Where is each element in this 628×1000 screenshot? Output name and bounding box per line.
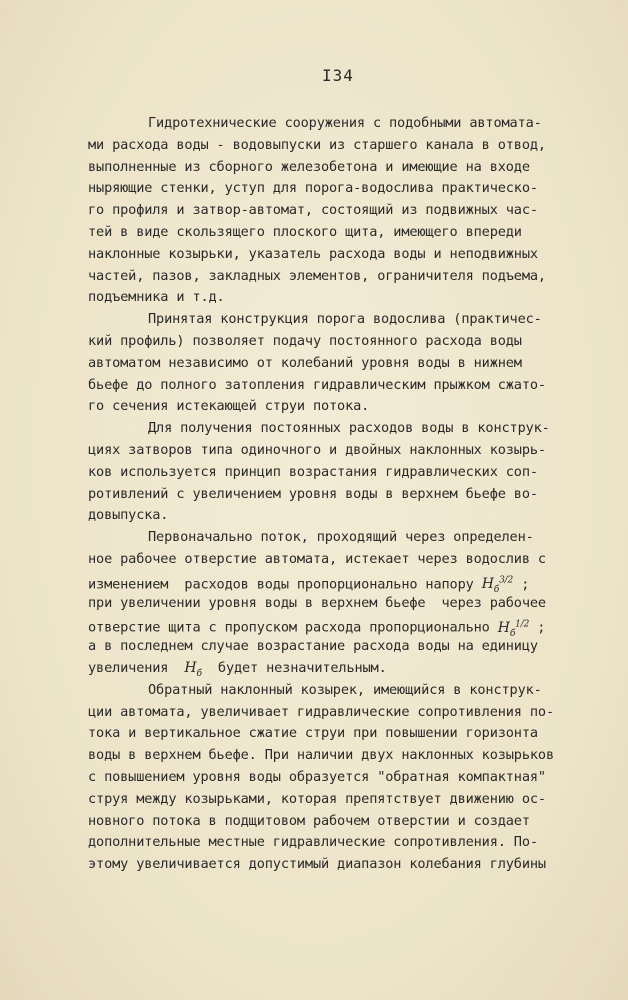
text-line: при увеличении уровня воды в верхнем бьефе через рабочее bbox=[88, 594, 546, 611]
text-line: довыпуска. bbox=[88, 507, 169, 524]
text-segment: увеличения bbox=[88, 659, 169, 676]
text-line: ное рабочее отверстие автомата, истекает через водослив с bbox=[88, 550, 546, 567]
text-line: ротивлений с увеличением уровня воды в верхнем бьефе во- bbox=[88, 485, 538, 502]
text-line: тей в виде скользящего плоского щита, имеющего впереди bbox=[88, 223, 522, 240]
text-line: дополнительные местные гидравлические сопротивления. По- bbox=[88, 834, 538, 851]
text-line: Для получения постоянных расходов воды в конструк- bbox=[148, 420, 550, 437]
text-line: воды в верхнем бьефе. При наличии двух наклонных козырьков bbox=[88, 747, 554, 764]
text-line: частей, пазов, закладных элементов, ограничителя подъема, bbox=[88, 267, 546, 284]
text-line: ков используется принцип возрастания гидравлических соп- bbox=[88, 463, 538, 480]
text-line-with-formula bbox=[88, 658, 580, 680]
text-segment: изменением расходов воды пропорционально напору bbox=[88, 576, 474, 593]
text-line: Первоначально поток, проходящий через определен- bbox=[148, 529, 534, 546]
text-line: а в последнем случае возрастание расхода воды на единицу bbox=[88, 638, 538, 655]
text-line: струя между козырьками, которая препятствует движению ос- bbox=[88, 790, 546, 807]
text-line: новного потока в подщитовом рабочем отверстии и создает bbox=[88, 812, 530, 829]
text-line: го сечения истекающей струи потока. bbox=[88, 398, 370, 415]
formula-head-three-halves: $H_б^{3/2}$ bbox=[481, 575, 514, 596]
text-line: с повышением уровня воды образуется "обратная компактная" bbox=[88, 768, 546, 785]
text-line: ныряющие стенки, уступ для порога-водослива практическо- bbox=[88, 180, 538, 197]
text-line: автоматом независимо от колебаний уровня воды в нижнем bbox=[88, 354, 522, 371]
text-line: Обратный наклонный козырек, имеющийся в конструк- bbox=[148, 681, 542, 698]
text-line: го профиля и затвор-автомат, состоящий из подвижных час- bbox=[88, 202, 538, 219]
text-line-with-formula bbox=[88, 571, 580, 596]
text-segment: будет незначительным. bbox=[217, 659, 387, 676]
text-line: этому увеличивается допустимый диапазон колебания глубины bbox=[88, 856, 546, 873]
text-line: подъемника и т.д. bbox=[88, 289, 225, 306]
text-line: тока и вертикальное сжатие струи при повышении горизонта bbox=[88, 725, 538, 742]
text-line: наклонные козырьки, указатель расхода воды и неподвижных bbox=[88, 245, 538, 262]
text-line: ми расхода воды - водовыпуски из старшего канала в отвод, bbox=[88, 136, 546, 153]
text-line: кий профиль) позволяет подачу постоянного расхода воды bbox=[88, 332, 522, 349]
formula-head: $H_б$ bbox=[184, 659, 202, 679]
semicolon: ; bbox=[537, 619, 546, 636]
text-segment: отверстие щита с пропуском расхода пропорционально bbox=[88, 619, 490, 636]
text-line-with-formula bbox=[88, 614, 580, 639]
body-text bbox=[88, 113, 580, 876]
formula-head-one-half: $H_б^{1/2}$ bbox=[497, 619, 530, 639]
page-number: I34 bbox=[322, 66, 354, 85]
text-line: ции автомата, увеличивает гидравлические сопротивления по- bbox=[88, 703, 554, 720]
text-line: Гидротехнические сооружения с подобными автомата- bbox=[148, 115, 542, 131]
text-line: бьефе до полного затопления гидравлическим прыжком сжато- bbox=[88, 376, 546, 393]
semicolon: ; bbox=[521, 576, 530, 593]
text-line: Принятая конструкция порога водослива (практичес- bbox=[148, 311, 542, 328]
text-line: циях затворов типа одиночного и двойных наклонных козырь- bbox=[88, 441, 546, 458]
text-line: выполненные из сборного железобетона и имеющие на входе bbox=[88, 158, 530, 175]
